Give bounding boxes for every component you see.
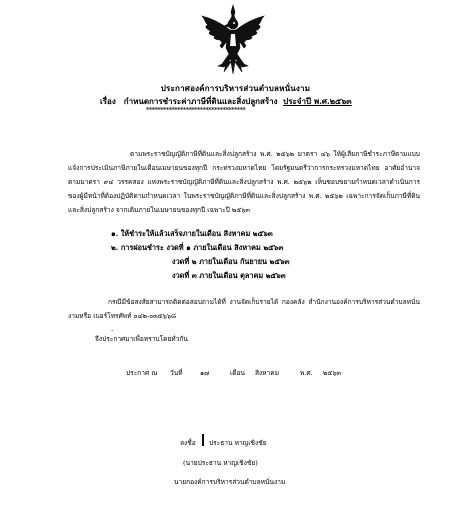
contact-paragraph	[68, 295, 420, 323]
garuda-emblem-icon	[200, 4, 266, 76]
date-year-label: พ.ศ.	[300, 369, 313, 377]
date-day-label: วันที่	[170, 369, 183, 377]
main-paragraph	[68, 147, 420, 217]
list-item: งวดที่ ๓ ภายในเดือน ตุลาคม ๒๕๖๓	[172, 271, 286, 280]
organization-title: ประกาศองค์การบริหารส่วนตำบลหนั่นงาม	[160, 83, 311, 93]
date-day: ๑๗	[200, 369, 210, 377]
date-month-label: เดือน	[230, 369, 246, 377]
list-item: งวดที่ ๒ ภายในเดือน กันยายน ๒๕๖๓	[172, 257, 290, 266]
signature-label: ลงชื่อ	[180, 439, 196, 447]
bullet-dot: .	[111, 325, 114, 333]
signature-mark	[202, 434, 204, 446]
subject-text: กำหนดการชำระค่าภาษีที่ดินและสิ่งปลูกสร้าง	[123, 96, 278, 106]
printed-name: (นายประธาน หาญเชิงชัย)	[183, 459, 258, 467]
signer-position: นายกองค์การบริหารส่วนตำบลหนั่นงาม	[174, 478, 286, 486]
subject-label: เรื่อง	[100, 96, 116, 106]
closing-line: จึงประกาศมาเพื่อทราบโดยทั่วกัน	[95, 335, 188, 343]
subject-year: ประจำปี พ.ศ.๒๕๖๓	[283, 96, 352, 106]
date-year: ๒๕๖๓	[323, 369, 342, 377]
list-item: ๑. ให้ชำระให้แล้วเสร็จภายในเดือน สิงหาคม ๒๕๖๓	[111, 229, 273, 238]
date-label: ประกาศ ณ	[126, 369, 158, 377]
star-divider: ***********************************	[146, 107, 246, 114]
paragraph-1-text: ตามพระราชบัญญัติภาษีที่ดินและสิ่งปลูกสร้าง พ.ศ. ๒๕๖๒ มาตรา ๔๖ ให้ผู้เสียภาษีชำระภาษีตามแบบแจ้งการประเมินภาษีภายในเดือนเมษายนของทุกปี กระทรวงมหาดไทย โดยรัฐมนตรีว่าการกระทรวงมหาดไทย อาศัยอำนาจตามมาตรา ๙๔ วรรคสอง แห่งพระราชบัญญัติภาษีที่ดินและสิ่งปลูกสร้าง พ.ศ. ๒๕๖๒ เห็นชอบขยายกำหนดเวลาดำเนินการของผู้มีหน้าที่ต้องปฏิบัติตามกำหนดเวลา ในพระราชบัญญัติภาษีที่ดินและสิ่งปลูกสร้าง พ.ศ. ๒๕๖๒ เฉพาะการจัดเก็บภาษีที่ดินและสิ่งปลูกสร้าง จากเดิมภายในเมษายนของทุกปี เฉพาะปี ๒๕๖๓	[68, 150, 420, 215]
paragraph-2-text: กรณีมีข้อสงสัยสามารถติดต่อสอบถามได้ที่ งานจัดเก็บรายได้ กองคลัง สำนักงานองค์การบริหารส่วนตำบลหนั่นงามหรือ เบอร์โทรศัพท์ ๐๔๒-๐๓๕๖๖๘	[68, 298, 420, 321]
date-month: สิงหาคม	[255, 369, 280, 377]
list-item: ๒. การผ่อนชำระ งวดที่ ๑ ภายในเดือน สิงหาคม ๒๕๖๓	[111, 243, 284, 252]
signature-name: ประธาน หาญเชิงชัย	[209, 439, 267, 447]
